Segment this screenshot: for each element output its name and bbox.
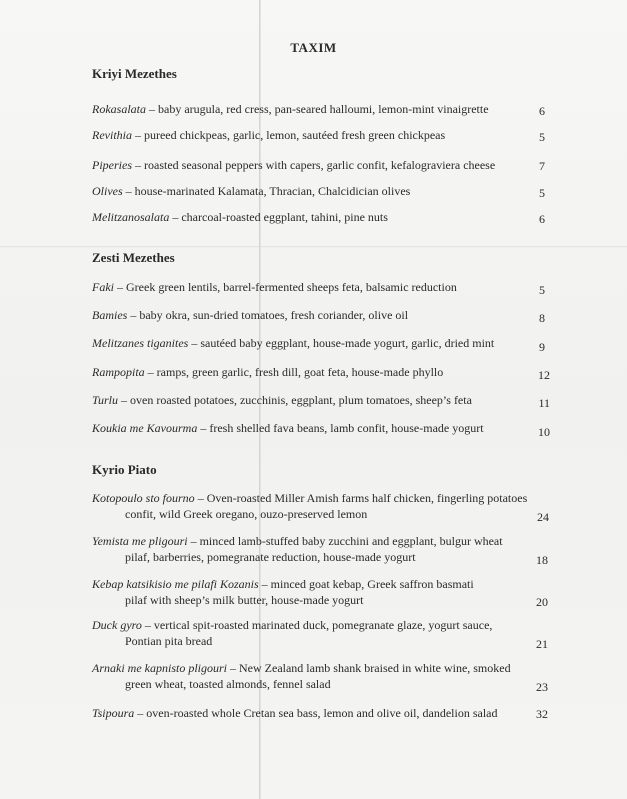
menu-item (92, 209, 552, 225)
item-price: 21 (536, 637, 548, 651)
menu-title: TAXIM (290, 40, 337, 55)
item-name: Kebap katsikisio me pilafi Kozanis (92, 577, 259, 591)
menu-item (92, 705, 552, 721)
menu-item (92, 576, 552, 608)
paper-fold-horizontal (0, 246, 627, 248)
section-heading: Kyrio Piato (92, 462, 157, 477)
section-heading: Kriyi Mezethes (92, 66, 177, 81)
item-price: 32 (536, 707, 548, 721)
item-description: – minced lamb-stuffed baby zucchini and eggplant, bulgur wheat (187, 534, 503, 548)
menu-item (92, 101, 552, 117)
item-description-continued: pilaf, barberries, pomegranate reduction, house-made yogurt (125, 550, 416, 564)
menu-item (92, 660, 552, 692)
item-description-continued: pilaf with sheep’s milk butter, house-made yogurt (125, 593, 364, 607)
menu-item (92, 364, 552, 380)
item-price: 24 (537, 510, 549, 524)
item-price: 9 (539, 340, 545, 354)
item-price: 5 (539, 130, 545, 144)
item-description-continued: green wheat, toasted almonds, fennel salad (125, 677, 331, 691)
item-price: 18 (536, 553, 548, 567)
item-name: Melitzanes tiganites (92, 336, 189, 350)
item-name: Bamies (92, 308, 128, 322)
item-price: 20 (536, 595, 548, 609)
item-price: 23 (536, 680, 548, 694)
item-price: 6 (539, 212, 545, 226)
item-description: – minced goat kebap, Greek saffron basmati (258, 577, 474, 591)
item-description: – New Zealand lamb shank braised in white wine, smoked (227, 661, 511, 675)
item-description: – fresh shelled fava beans, lamb confit, house-made yogurt (197, 421, 484, 435)
item-description: – baby arugula, red cress, pan-seared halloumi, lemon-mint vinaigrette (146, 102, 489, 116)
item-name: Rokasalata (92, 102, 146, 116)
item-description: – oven roasted potatoes, zucchinis, eggplant, plum tomatoes, sheep’s feta (118, 393, 472, 407)
item-price: 8 (539, 311, 545, 325)
item-price: 5 (539, 283, 545, 297)
item-name: Turlu (92, 393, 119, 407)
item-description: – oven-roasted whole Cretan sea bass, lemon and olive oil, dandelion salad (134, 706, 498, 720)
section-heading: Zesti Mezethes (92, 250, 175, 265)
item-description: – charcoal-roasted eggplant, tahini, pine nuts (169, 210, 388, 224)
item-name: Kotopoulo sto fourno (92, 491, 195, 505)
item-description: – vertical spit-roasted marinated duck, pomegranate glaze, yogurt sauce, (141, 618, 493, 632)
item-description: – pureed chickpeas, garlic, lemon, sautéed fresh green chickpeas (131, 128, 446, 142)
menu-item (92, 279, 552, 295)
menu-item (92, 392, 552, 408)
item-price: 6 (539, 104, 545, 118)
item-name: Arnaki me kapnisto pligouri (92, 661, 227, 675)
item-description-continued: confit, wild Greek oregano, ouzo-preserved lemon (125, 507, 368, 521)
item-price: 12 (538, 368, 550, 382)
menu-item (92, 307, 552, 323)
item-description: – Oven-roasted Miller Amish farms half chicken, fingerling potatoes (194, 491, 528, 505)
item-name: Olives (92, 184, 123, 198)
item-description-continued: Pontian pita bread (125, 634, 213, 648)
menu-item (92, 617, 552, 649)
item-name: Faki (92, 280, 114, 294)
menu-item (92, 183, 552, 199)
item-description: – house-marinated Kalamata, Thracian, Chalcidician olives (122, 184, 411, 198)
item-price: 7 (539, 159, 545, 173)
item-name: Melitzanosalata (92, 210, 170, 224)
menu-item (92, 533, 552, 565)
item-name: Revithia (92, 128, 132, 142)
menu-item (92, 420, 552, 436)
menu-item (92, 127, 552, 143)
item-price: 5 (539, 186, 545, 200)
item-name: Rampopita (92, 365, 145, 379)
menu-item (92, 490, 552, 522)
item-description: – Greek green lentils, barrel-fermented sheeps feta, balsamic reduction (114, 280, 457, 294)
menu-item (92, 157, 552, 173)
item-name: Piperies (92, 158, 132, 172)
item-description: – ramps, green garlic, fresh dill, goat feta, house-made phyllo (144, 365, 444, 379)
item-name: Koukia me Kavourma (92, 421, 198, 435)
item-price: 10 (538, 425, 550, 439)
item-name: Tsipoura (92, 706, 135, 720)
item-price: 11 (538, 396, 550, 410)
item-description: – roasted seasonal peppers with capers, garlic confit, kefalograviera cheese (132, 158, 496, 172)
menu-item (92, 335, 552, 351)
item-name: Duck gyro (92, 618, 142, 632)
item-description: – sautéed baby eggplant, house-made yogurt, garlic, dried mint (188, 336, 495, 350)
item-description: – baby okra, sun-dried tomatoes, fresh coriander, olive oil (127, 308, 409, 322)
item-name: Yemista me pligouri (92, 534, 188, 548)
